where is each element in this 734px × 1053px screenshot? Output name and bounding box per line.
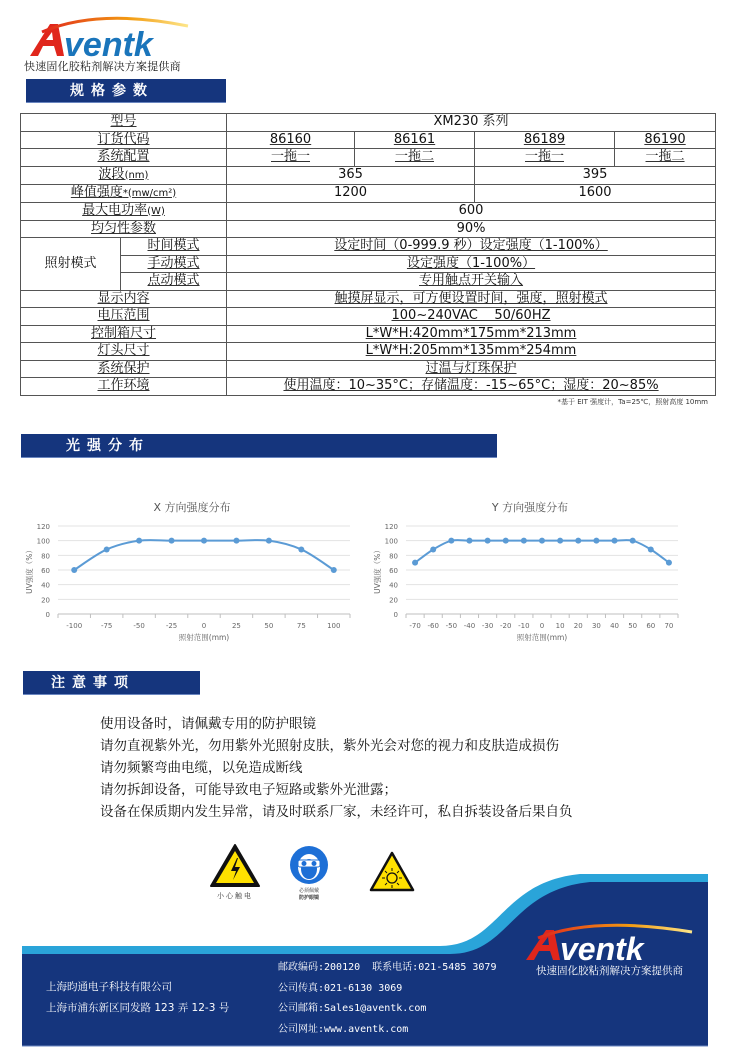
unit-text: *(mw/cm²): [122, 187, 177, 199]
svg-text:50: 50: [628, 622, 638, 630]
company-name: 上海昀通电子科技有限公司: [46, 981, 172, 993]
svg-text:100: 100: [384, 537, 398, 546]
spec-table: [20, 113, 716, 396]
svg-text:-25: -25: [165, 622, 178, 630]
table-row: [21, 273, 716, 291]
aventk-logo: [28, 12, 198, 58]
cell-value: 一拖一: [475, 149, 615, 167]
svg-text:ventk: ventk: [64, 26, 153, 58]
table-row: [21, 184, 716, 202]
table-row: [21, 378, 716, 396]
fax: 公司传真:021-6130 3069: [278, 983, 403, 994]
cell-label: 灯头尺寸: [21, 343, 227, 361]
table-row: [21, 202, 716, 220]
note-item: 设备在保质期内发生异常，请及时联系厂家，未经许可，私自拆装设备后果自负: [100, 804, 573, 820]
cell-label: [21, 202, 227, 220]
cell-value: L*W*H:205mm*135mm*254mm: [227, 343, 716, 361]
table-row: [21, 343, 716, 361]
cell-label: 显示内容: [21, 290, 227, 308]
svg-text:10: 10: [555, 622, 565, 630]
warning-label: 小心触电: [217, 892, 253, 900]
cell-label: [21, 166, 227, 184]
svg-text:30: 30: [591, 622, 601, 630]
svg-text:100: 100: [36, 537, 50, 546]
label-text: 波段: [98, 166, 125, 182]
svg-text:100: 100: [327, 622, 341, 630]
svg-text:80: 80: [389, 552, 398, 561]
unit-text: (nm): [124, 169, 149, 181]
svg-text:UV强度（%）: UV强度（%）: [373, 546, 382, 594]
svg-text:-75: -75: [100, 622, 113, 630]
table-row: [21, 325, 716, 343]
table-row: [21, 114, 716, 132]
cell-label: 系统配置: [21, 149, 227, 167]
cell-value: L*W*H:420mm*175mm*213mm: [227, 325, 716, 343]
section-header-light-distribution: 光强分布: [21, 434, 497, 458]
cell-label: 型号: [21, 114, 227, 132]
svg-text:-50: -50: [133, 622, 145, 630]
website-link[interactable]: 公司网址:www.aventk.com: [278, 1024, 409, 1035]
note-item: 请勿拆卸设备，可能导致电子短路或紫外光泄露；: [100, 782, 397, 798]
svg-text:20: 20: [573, 622, 583, 630]
svg-text:25: 25: [231, 622, 241, 630]
svg-text:0: 0: [393, 611, 398, 619]
table-row: [21, 131, 716, 149]
cell-value: 专用触点开关输入: [227, 273, 716, 291]
cell-value: 86190: [615, 131, 716, 149]
line-chart: [370, 495, 690, 645]
warning-label: 防护眼镜: [298, 895, 319, 901]
svg-text:ventk: ventk: [560, 931, 644, 962]
note-item: 使用设备时，请佩戴专用的防护眼镜: [100, 716, 316, 732]
section-header-notes: 注意事项: [23, 671, 200, 695]
svg-text:-60: -60: [427, 622, 439, 630]
svg-text:40: 40: [41, 581, 50, 590]
cell-label: [21, 184, 227, 202]
cell-sublabel: 点动模式: [121, 273, 227, 291]
chart-title: X 方向强度分布: [153, 501, 231, 514]
line-chart: [22, 495, 362, 645]
chart-x-distribution: [22, 495, 362, 645]
svg-text:120: 120: [384, 523, 398, 531]
footer-tagline: 快速固化胶粘剂解决方案提供商: [536, 965, 683, 977]
svg-text:40: 40: [610, 622, 619, 630]
cell-value: 90%: [227, 220, 716, 238]
cell-label: 控制箱尺寸: [21, 325, 227, 343]
cell-value: 触摸屏显示，可方便设置时间，强度，照射模式: [227, 290, 716, 308]
svg-text:20: 20: [41, 596, 50, 605]
cell-value: 设定时间（0-999.9 秒）设定强度（1-100%）: [227, 238, 716, 256]
notes-list: [100, 713, 573, 823]
postal-phone: 邮政编码:200120 联系电话:021-5485 3079: [278, 962, 497, 973]
footer-aventk-logo: [524, 920, 704, 962]
svg-text:60: 60: [389, 567, 398, 575]
label-text: 峰值强度: [70, 184, 123, 200]
svg-text:0: 0: [539, 622, 545, 630]
note-item: 请勿直视紫外光，勿用紫外光照射皮肤，紫外光会对您的视力和皮肤造成损伤: [100, 738, 559, 754]
svg-text:70: 70: [664, 622, 674, 630]
cell-value: 395: [475, 166, 716, 184]
note-item: 请勿频繁弯曲电缆，以免造成断线: [100, 760, 303, 776]
cell-value: 365: [227, 166, 475, 184]
svg-text:60: 60: [41, 567, 50, 575]
cell-value: 一拖一: [227, 149, 355, 167]
cell-label: 订货代码: [21, 131, 227, 149]
table-row: [21, 308, 716, 326]
svg-text:60: 60: [646, 622, 656, 630]
svg-text:-10: -10: [518, 622, 530, 630]
cell-value: 一拖二: [355, 149, 475, 167]
svg-text:0: 0: [201, 622, 207, 630]
email-link[interactable]: 公司邮箱:Sales1@aventk.com: [278, 1003, 427, 1014]
cell-value: 1600: [475, 184, 716, 202]
cell-sublabel: 时间模式: [121, 238, 227, 256]
table-row: [21, 166, 716, 184]
svg-text:照射范围(mm): 照射范围(mm): [516, 633, 568, 642]
svg-text:50: 50: [264, 622, 274, 630]
cell-label: 照射模式: [21, 238, 121, 291]
table-row: [21, 290, 716, 308]
label-text: 最大电功率: [82, 202, 148, 218]
cell-label: 工作环境: [21, 378, 227, 396]
cell-label: 系统保护: [21, 360, 227, 378]
table-row: [21, 238, 716, 256]
cell-value: 一拖二: [615, 149, 716, 167]
table-row: [21, 255, 716, 273]
cell-label: 电压范围: [21, 308, 227, 326]
cell-value: XM230 系列: [227, 114, 716, 132]
svg-text:120: 120: [36, 523, 50, 531]
cell-value: 86189: [475, 131, 615, 149]
svg-text:75: 75: [296, 622, 306, 630]
cell-value: 1200: [227, 184, 475, 202]
cell-label: 均匀性参数: [21, 220, 227, 238]
cell-value: 使用温度：10~35°C；存储温度：-15~65°C；湿度：20~85%: [227, 378, 716, 396]
table-row: [21, 360, 716, 378]
chart-y-distribution: [370, 495, 690, 645]
svg-text:-20: -20: [500, 622, 512, 630]
svg-text:-50: -50: [445, 622, 458, 630]
cell-value: 100~240VAC 50/60HZ: [227, 308, 716, 326]
svg-text:20: 20: [389, 596, 398, 605]
chart-title: Y 方向强度分布: [491, 501, 569, 514]
company-address: 上海市浦东新区同发路 123 弄 12-3 号: [46, 1002, 230, 1014]
svg-text:-40: -40: [463, 622, 476, 630]
svg-text:-70: -70: [409, 622, 421, 630]
svg-text:0: 0: [45, 611, 50, 619]
cell-value: 600: [227, 202, 716, 220]
cell-sublabel: 手动模式: [121, 255, 227, 273]
svg-text:照射范围(mm): 照射范围(mm): [178, 633, 230, 642]
warning-label: 必须佩戴: [298, 888, 319, 894]
svg-text:UV强度（%）: UV强度（%）: [25, 546, 34, 594]
svg-text:-30: -30: [481, 622, 494, 630]
svg-text:80: 80: [41, 552, 50, 561]
brand-tagline: 快速固化胶粘剂解决方案提供商: [24, 60, 181, 73]
cell-value: 设定强度（1-100%）: [227, 255, 716, 273]
cell-value: 86160: [227, 131, 355, 149]
section-header-specs: 规格参数: [26, 79, 226, 103]
svg-text:40: 40: [389, 581, 398, 590]
unit-text: (W): [147, 205, 165, 217]
svg-text:-100: -100: [66, 622, 83, 630]
table-row: [21, 149, 716, 167]
cell-value: 过温与灯珠保护: [227, 360, 716, 378]
cell-value: 86161: [355, 131, 475, 149]
table-row: [21, 220, 716, 238]
spec-footnote: *基于 EIT 强度计，Ta=25℃，照射高度 10mm: [557, 398, 708, 406]
